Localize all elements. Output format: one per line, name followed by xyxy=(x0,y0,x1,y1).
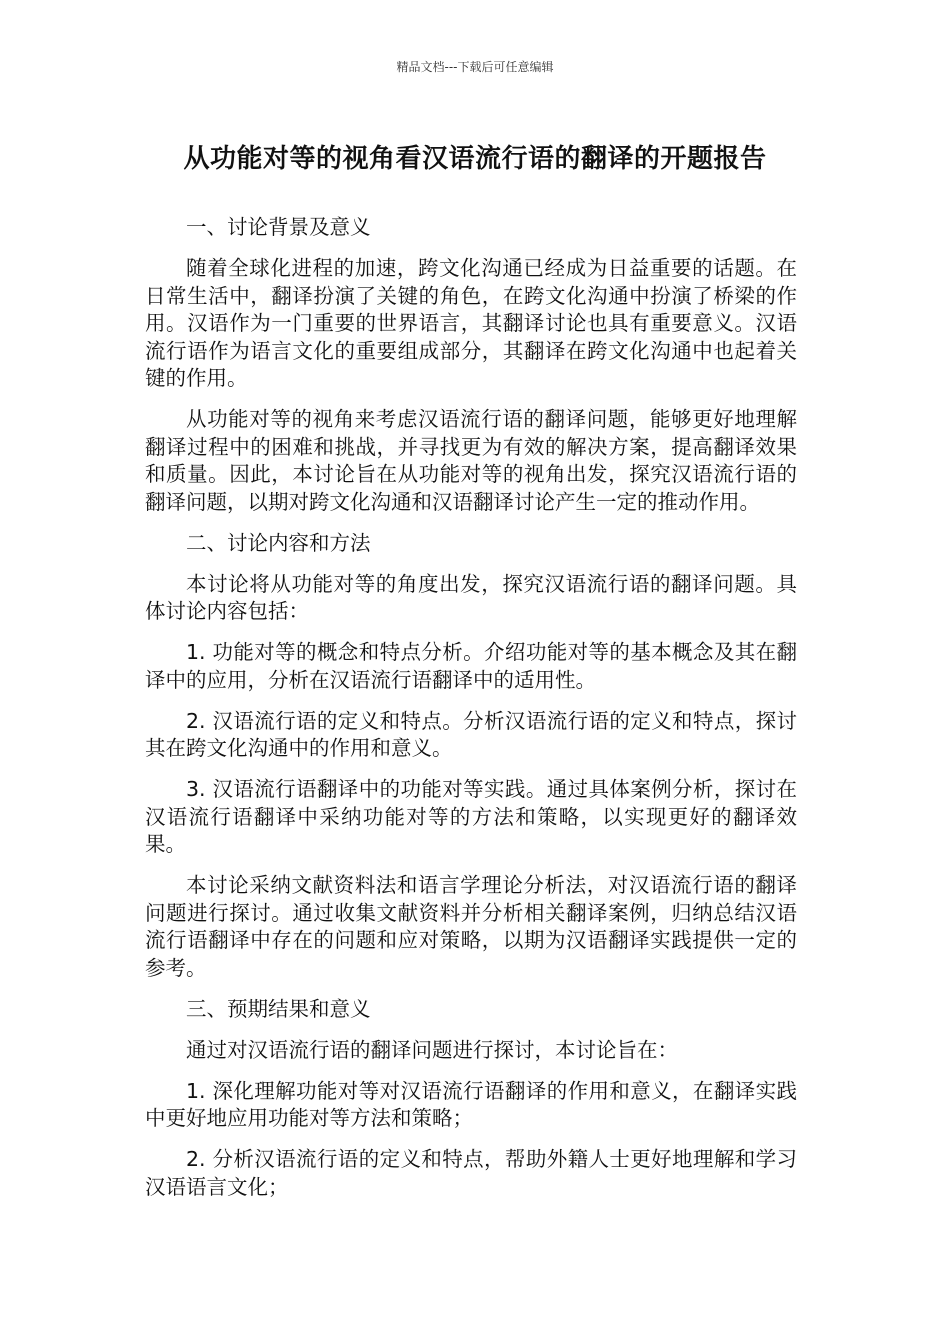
paragraph: 通过对汉语流行语的翻译问题进行探讨，本讨论旨在： xyxy=(186,1037,678,1062)
list-item: 1. 深化理解功能对等对汉语流行语翻译的作用和意义，在翻译实践中更好地应用功能对等方法和策略； xyxy=(145,1078,797,1130)
list-item: 1. 功能对等的概念和特点分析。介绍功能对等的基本概念及其在翻译中的应用，分析在汉语流行语翻译中的适用性。 xyxy=(145,640,797,692)
paragraph: 本讨论采纳文献资料法和语言学理论分析法，对汉语流行语的翻译问题进行探讨。通过收集文献资料并分析相关翻译案例，归纳总结汉语流行语翻译中存在的问题和应对策略，以期为汉语翻译实践提供一定的参考。 xyxy=(145,873,797,980)
list-item: 3. 汉语流行语翻译中的功能对等实践。通过具体案例分析，探讨在汉语流行语翻译中采纳功能对等的方法和策略，以实现更好的翻译效果。 xyxy=(145,777,797,856)
section-heading: 二、讨论内容和方法 xyxy=(186,530,371,555)
document-title: 从功能对等的视角看汉语流行语的翻译的开题报告 xyxy=(183,144,767,174)
paragraph: 从功能对等的视角来考虑汉语流行语的翻译问题，能够更好地理解翻译过程中的困难和挑战，并寻找更为有效的解决方案，提高翻译效果和质量。因此，本讨论旨在从功能对等的视角出发，探究汉语流行语的翻译问题，以期对跨文化沟通和汉语翻译讨论产生一定的推动作用。 xyxy=(145,407,797,514)
document-body xyxy=(145,214,797,1215)
list-item: 2. 分析汉语流行语的定义和特点，帮助外籍人士更好地理解和学习汉语语言文化； xyxy=(145,1147,797,1199)
section-heading: 三、预期结果和意义 xyxy=(186,996,371,1021)
page-header: 精品文档---下载后可任意编辑 xyxy=(396,60,554,74)
paragraph: 随着全球化进程的加速，跨文化沟通已经成为日益重要的话题。在日常生活中，翻译扮演了关键的角色，在跨文化沟通中扮演了桥梁的作用。汉语作为一门重要的世界语言，其翻译讨论也具有重要意义。汉语流行语作为语言文化的重要组成部分，其翻译在跨文化沟通中也起着关键的作用。 xyxy=(145,256,797,390)
list-item: 2. 汉语流行语的定义和特点。分析汉语流行语的定义和特点，探讨其在跨文化沟通中的作用和意义。 xyxy=(145,708,797,760)
section-heading: 一、讨论背景及意义 xyxy=(186,215,371,239)
paragraph: 本讨论将从功能对等的角度出发，探究汉语流行语的翻译问题。具体讨论内容包括： xyxy=(145,571,797,623)
